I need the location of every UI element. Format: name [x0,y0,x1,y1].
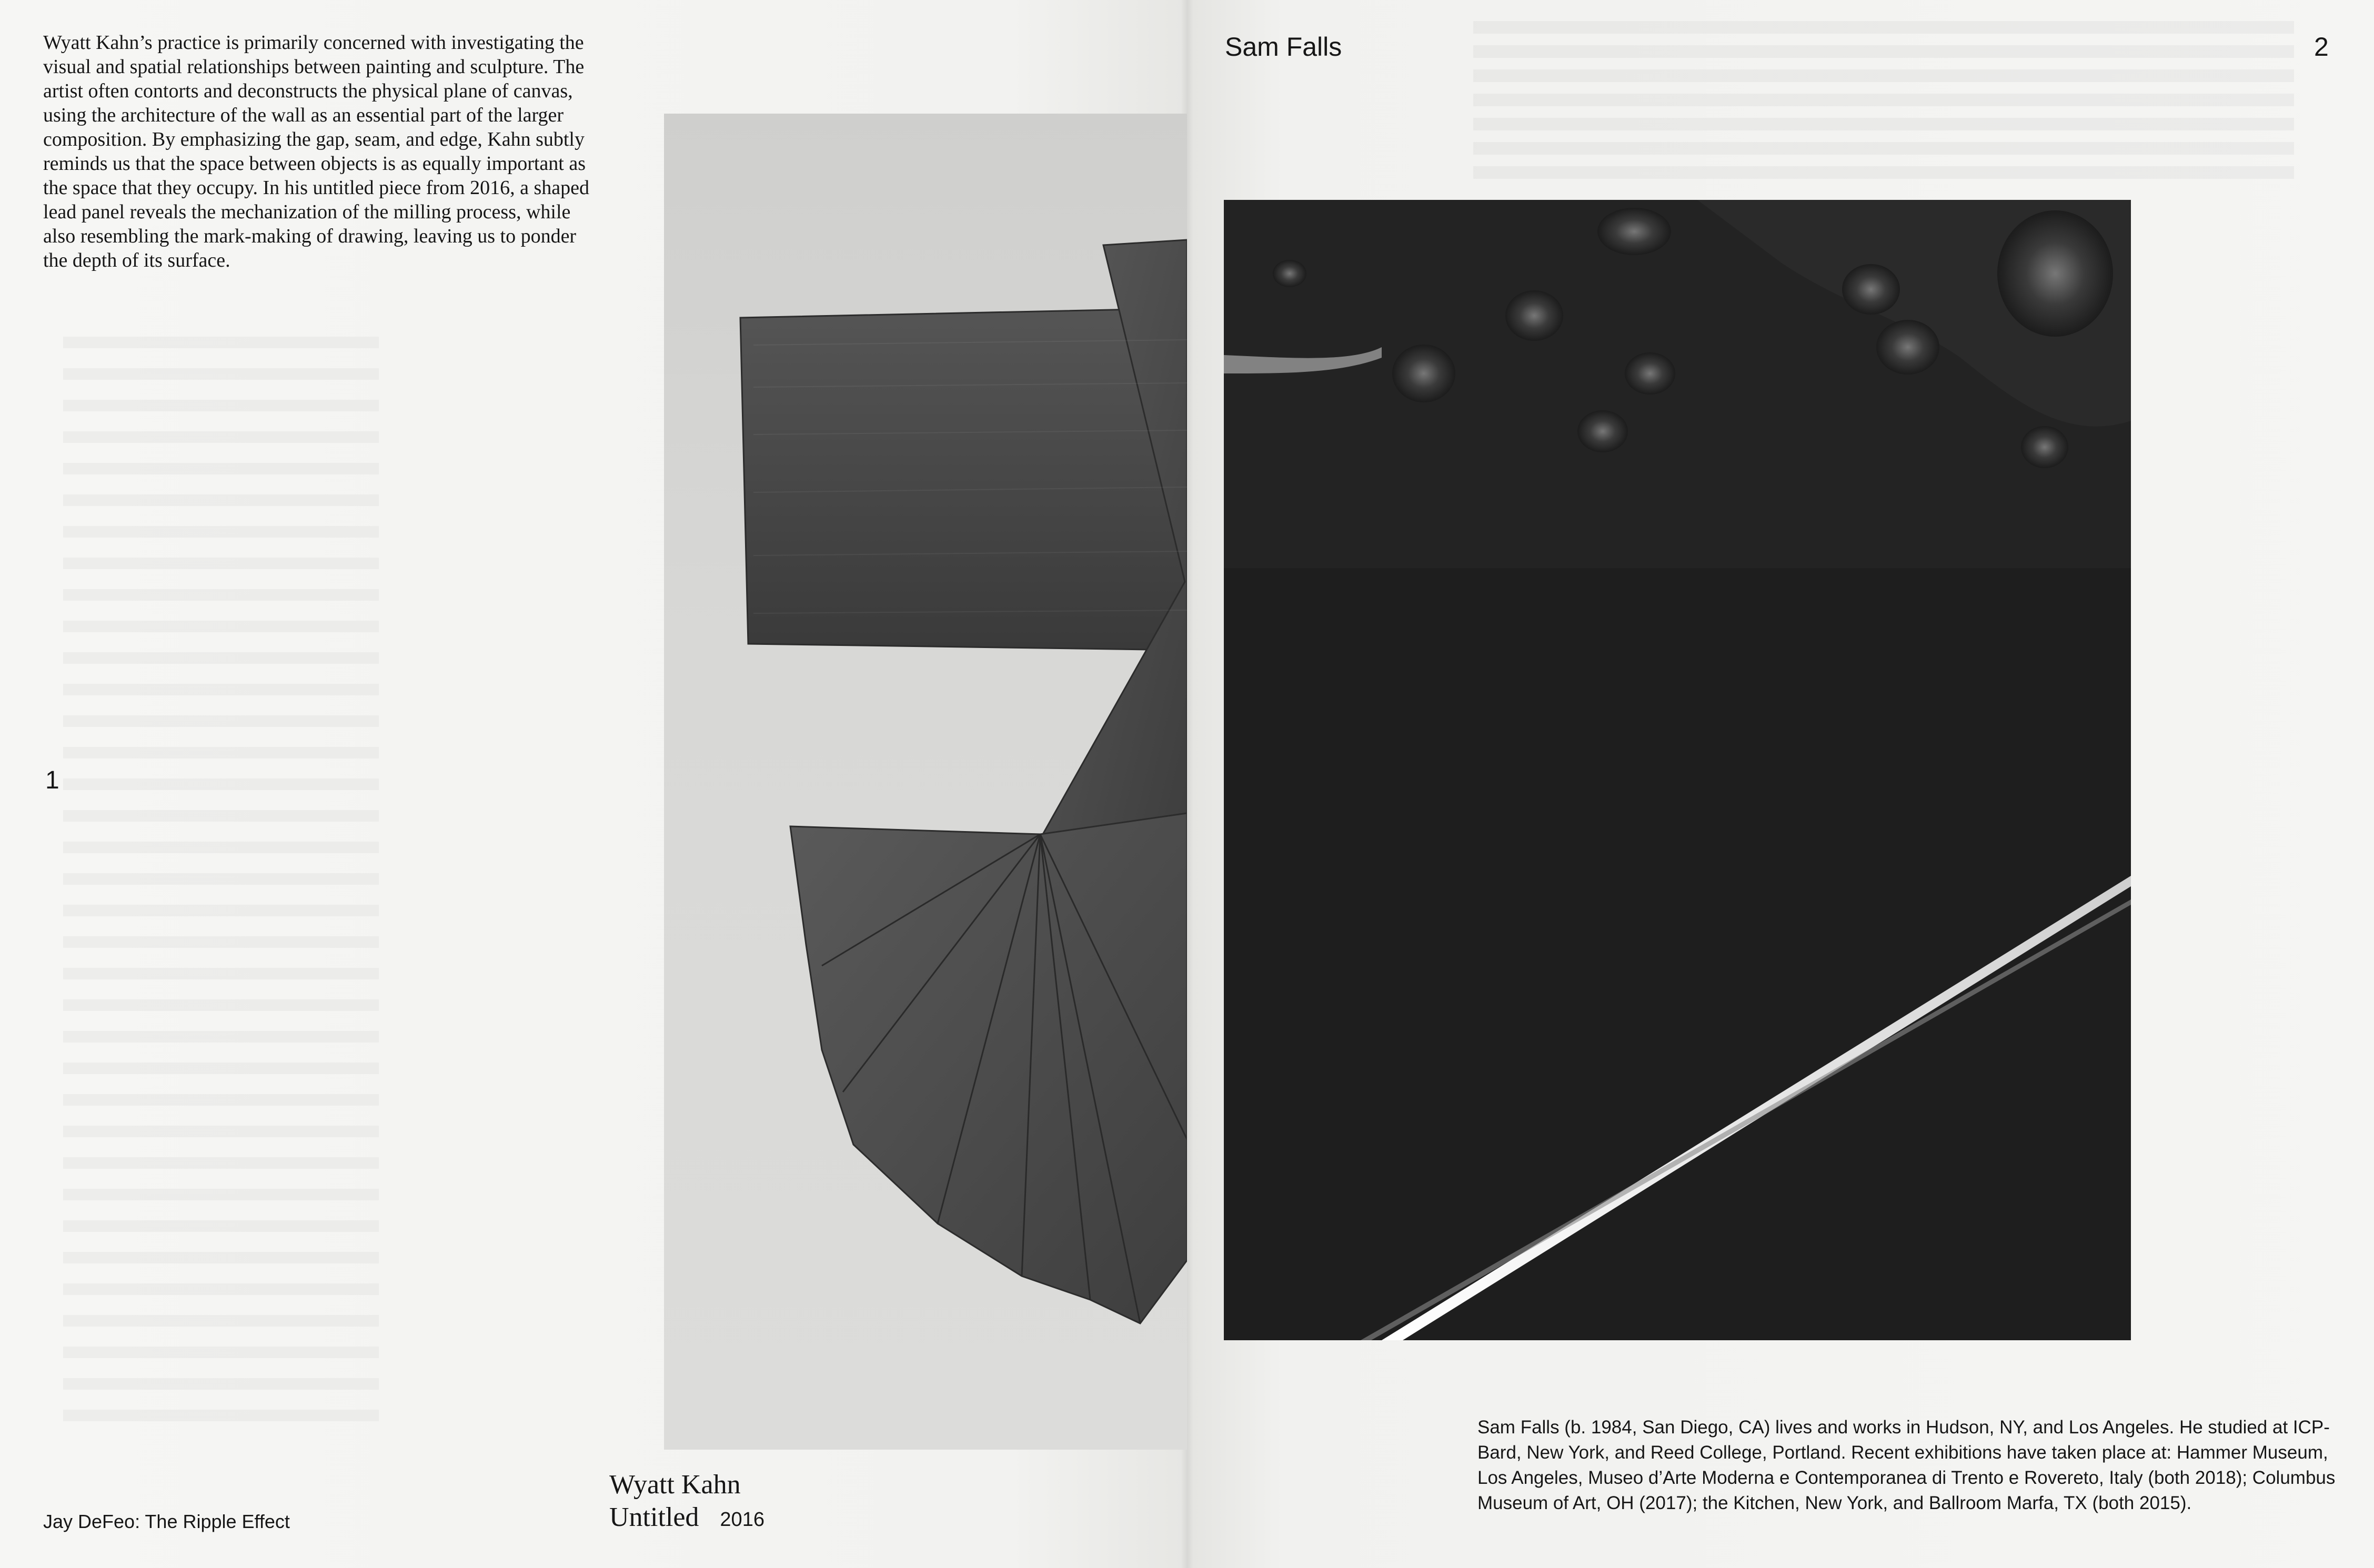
artwork-photo-kahn [664,114,1187,1450]
dark-abstract-photo [1224,200,2131,1340]
caption-title-line [609,1501,764,1536]
page-number-right: 2 [2314,32,2329,62]
artist-bio: Sam Falls (b. 1984, San Diego, CA) lives and works in Hudson, NY, and Los Angeles. He studied at ICP-Bard, New York, and Reed College, Portland. Recent exhibitions have taken place at: Hammer Museum, Los Angeles, Museo d’Arte Moderna e Contemporanea di Trento e Rovereto, Italy (both 2018); Columbus Museum of Art, OH (2017); the Kitchen, New York, and Ballroom Marfa, TX (both 2015). [1477,1417,2336,1513]
caption-year: 2016 [720,1509,764,1531]
intro-paragraph: Wyatt Kahn’s practice is primarily concerned with investigating the visual and spatial relationships between painting and sculpture. The artist often contorts and deconstructs the physical plane of canvas, using the architecture of the wall as an essential part of the larger composition. By emphasizing the gap, seam, and edge, Kahn subtly reminds us that the space between objects is as equally important as the space that they occupy. In his untitled piece from 2016, a shaped lead panel reveals the mechanization of the milling process, while also resembling the mark-making of drawing, leaving us to ponder the depth of its surface. [43,32,589,271]
artwork-photo-falls [1224,200,2131,1340]
show-through-left [63,337,379,1441]
lead-panel-illustration [664,114,1187,1450]
caption-title: Untitled [609,1502,699,1532]
running-footer: Jay DeFeo: The Ripple Effect [43,1511,290,1532]
artwork-caption-kahn [609,1469,764,1536]
page-number-left: 1 [45,766,59,794]
artist-heading: Sam Falls [1225,32,1342,62]
caption-artist: Wyatt Kahn [609,1470,741,1500]
show-through-right [1473,21,2294,189]
